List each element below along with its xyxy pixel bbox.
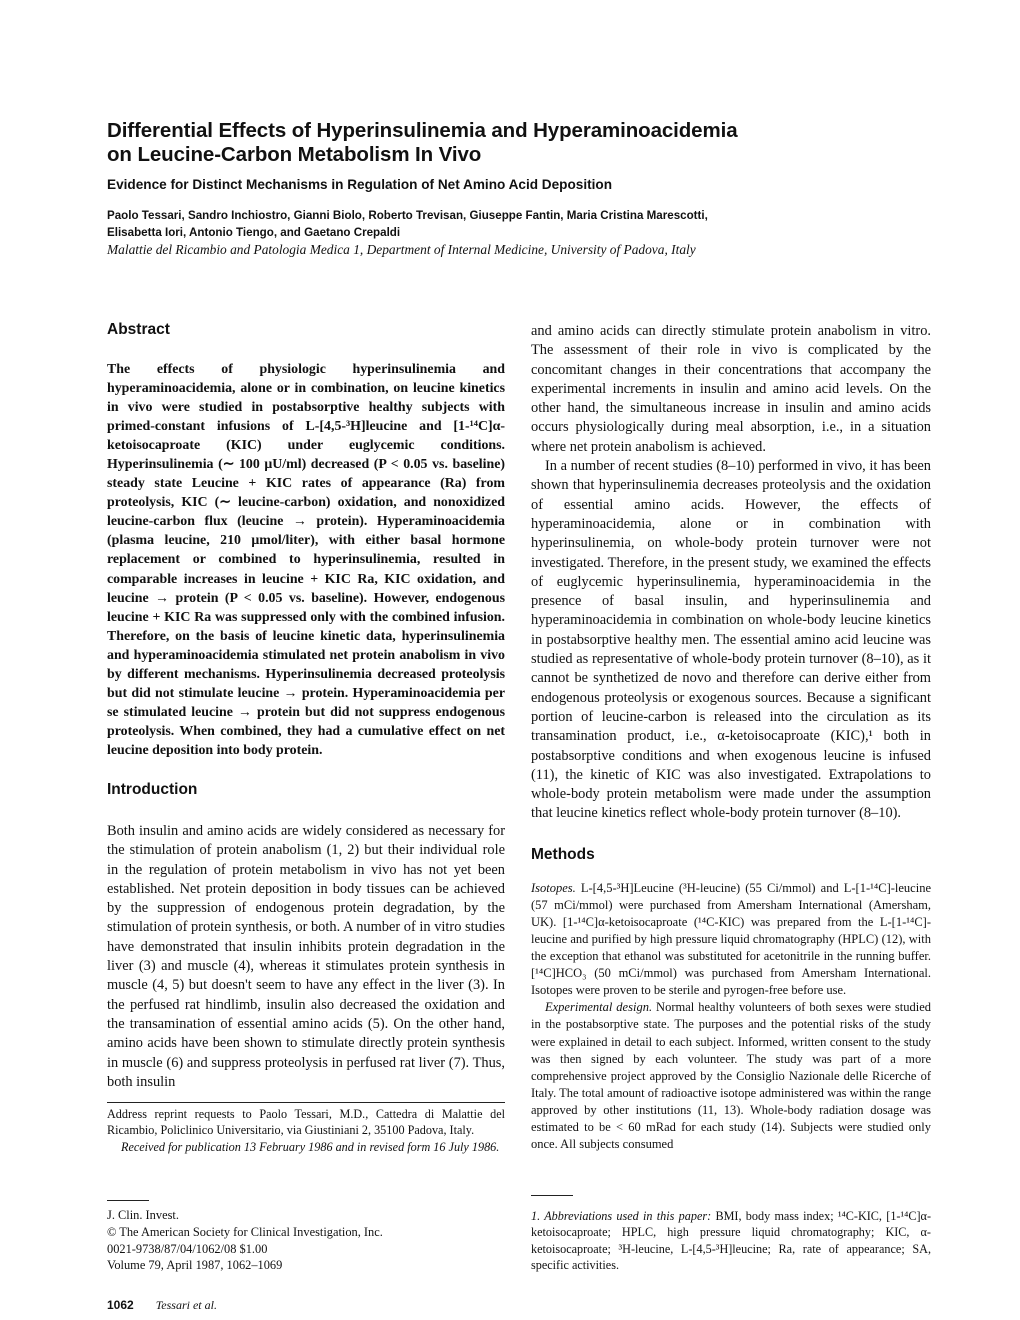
journal-info [107,1207,505,1274]
authors-line-2: Elisabetta Iori, Antonio Tiengo, and Gaetano Crepaldi [107,226,401,239]
affiliation: Malattie del Ricambio and Patologia Medica 1, Department of Internal Medicine, University of Padova, Italy [107,242,696,257]
volume-line: Volume 79, April 1987, 1062–1069 [107,1258,283,1273]
abstract-text: The effects of physiologic hyperinsulinemia and hyperaminoacidemia, alone or in combination, on leucine kinetics in vivo were studied in postabsorptive healthy subjects with primed-constant infusions of L-[4,5-³H]leucine and [1-¹⁴C]α-ketoisocaproate (KIC) under euglycemic conditions. Hyperinsulinemia (∼ 100 μU/ml) decreased (P < 0.05 vs. baseline) steady state Leucine + KIC rates of appearance (Ra) from proteolysis, KIC (∼ leucine-carbon) oxidation, and nonoxidized leucine-carbon flux (leucine → protein). Hyperaminoacidemia (plasma leucine, 210 μmol/liter), with either basal hormone replacement or combined to hyperinsulinemia, resulted in comparable increases in leucine + KIC Ra, KIC oxidation, and leucine → protein (P < 0.05 vs. baseline). However, endogenous leucine + KIC Ra was suppressed only with the combined infusion. Therefore, on the basis of leucine kinetic data, hyperinsulinemia and hyperaminoacidemia stimulated net protein anabolism in vivo by different mechanisms. Hyperinsulinemia decreased proteolysis but did not stimulate leucine → protein. Hyperaminoacidemia per se stimulated leucine → protein but did not suppress endogenous proteolysis. When combined, they had a cumulative effect on net leucine deposition into body protein. [107,362,505,758]
running-head: Tessari et al. [155,1298,217,1312]
left-column [107,320,505,1092]
title-line-1: Differential Effects of Hyperinsulinemia and Hyperaminoacidemia [107,119,738,142]
journal-name: J. Clin. Invest. [107,1208,179,1222]
authors-line-1: Paolo Tessari, Sandro Inchiostro, Gianni Biolo, Roberto Trevisan, Giuseppe Fantin, Maria Cristina Marescotti, [107,209,708,222]
right-column [531,322,931,1153]
introduction-heading: Introduction [107,780,198,798]
intro-objectives-paragraph: In a number of recent studies (8–10) performed in vivo, it has been shown that hyperinsulinemia decreases proteolysis and the oxidation of essential amino acids. However, the effects of hyperaminoacidemia, alone or in combination with hyperinsulinemia, on whole-body protein turnover were not investigated. Therefore, in the present study, we examined the effects of euglycemic hyperinsulinemia, hyperaminoacidemia in the presence of basal insulin, and hyperinsulinemia and hyperaminoacidemia in combination on whole-body leucine kinetics in postabsorptive healthy men. The essential amino acid leucine was studied as representative of whole-body protein turnover (8–10), as it cannot be synthetized de novo and therefore can derive either from endogenous proteolysis or exogenous sources. Because a significant portion of leucine-carbon is released into the circulation as its transamination product, i.e., α-ketoisocaproate (KIC),¹ both in postabsorptive conditions and when exogenous leucine is infused (11), the kinetic of KIC was also investigated. Extrapolations to whole-body protein metabolism were made under the assumption that leucine kinetics reflect whole-body protein turnover (8–10). [531,458,931,822]
journal-info-divider [107,1200,149,1201]
abstract-heading: Abstract [107,321,170,338]
design-paragraph [531,999,931,1153]
isotopes-text: L-[4,5-³H]Leucine (³H-leucine) (55 Ci/mmol) and L-[1-¹⁴C]-leucine (57 mCi/mmol) were purchased from Amersham International (Amersham, UK). [1-¹⁴C]α-ketoisocaproate (¹⁴C-KIC) was prepared from the L-[1-¹⁴C]-leucine and purified by high pressure liquid chromatography (HPLC) (12), with the exception that ethanol was substituted for acetonitrile in the running buffer. [¹⁴C]HCO₃ (50 mCi/mmol) was purchased from Amersham International. Isotopes were proven to be sterile and pyrogen-free before use. [531,880,931,998]
intro-continued-paragraph: and amino acids can directly stimulate protein anabolism in vitro. The assessment of their role in vivo is complicated by the concomitant changes in their concentrations that accompany the experimental increments in insulin and amino acid levels. On the other hand, the simultaneous increase in insulin and amino acids occurs physiologically during meal absorption, i.e., in a situation where net protein anabolism is achieved. [531,323,931,455]
introduction-text: Both insulin and amino acids are widely considered as necessary for the stimulation of protein anabolism (1, 2) but their individual role in the regulation of protein metabolism in vivo has not yet been established. Net protein deposition in body tissues can be achieved by the suppression of endogenous protein degradation, by the stimulation of protein synthesis, or both. A number of in vitro studies have demonstrated that insulin inhibits protein degradation in the liver (3) and muscle (4), whereas it stimulates protein synthesis in muscle (4, 5) but doesn't seem to have any effect in the liver (3). In the perfused rat hindlimb, insulin also decreased the oxidation and the transamination of essential amino acids (5). On the other hand, amino acids have been shown to stimulate directly protein synthesis in muscle (6) and suppress proteolysis in perfused rat liver (7). Thus, both insulin [107,822,505,1090]
footnote-divider-right [531,1195,573,1196]
abbreviations-text [531,1208,931,1273]
page-number: 1062 [107,1298,134,1312]
issn-line: 0021-9738/87/04/1062/08 $1.00 [107,1241,268,1256]
page-folio [107,1298,407,1313]
isotopes-run-in-head: Isotopes. [531,880,576,895]
title-line-2: on Leucine-Carbon Metabolism In Vivo [107,143,482,166]
design-run-in-head: Experimental design. [545,1000,653,1015]
received-date: Received for publication 13 February 1986 and in revised form 16 July 1986. [121,1139,500,1154]
abbreviations-label: 1. Abbreviations used in this paper: [531,1209,712,1223]
article-subtitle: Evidence for Distinct Mechanisms in Regulation of Net Amino Acid Deposition [107,177,613,192]
correspondence-footnote [107,1106,505,1155]
isotopes-paragraph [531,880,931,1000]
article-title [107,119,967,167]
author-list [107,207,967,241]
footnote-divider-left [107,1102,505,1103]
abbreviations-body: BMI, body mass index; ¹⁴C-KIC, [1-¹⁴C]α-ketoisocaproate; HPLC, high pressure liquid chromatography; KIC, α-ketoisocaproate; ³H-leucine, L-[4,5-³H]leucine; Ra, rate of appearance; SA, specific activities. [531,1209,932,1272]
methods-heading: Methods [531,845,595,863]
copyright-line: © The American Society for Clinical Investigation, Inc. [107,1224,383,1239]
reprint-address: Address reprint requests to Paolo Tessari, M.D., Cattedra di Malattie del Ricambio, Policlinico Universitario, via Giustiniani 2, 35100 Padova, Italy. [107,1107,505,1138]
design-text: Normal healthy volunteers of both sexes were studied in the postabsorptive state. The purposes and the potential risks of the study were explained in detail to each subject. Informed, written consent to the study was then signed by each volunteer. The study was part of a more comprehensive project approved by the Consiglio Nazionale delle Ricerche of Italy. The total amount of radioactive isotope administered was within the range approved by other institutions (11, 13). Whole-body radiation dosage was estimated to be < 60 mRad for each study (14). Subjects were studied only once. All subjects consumed [531,1000,931,1152]
abbreviations-footnote [531,1208,931,1273]
